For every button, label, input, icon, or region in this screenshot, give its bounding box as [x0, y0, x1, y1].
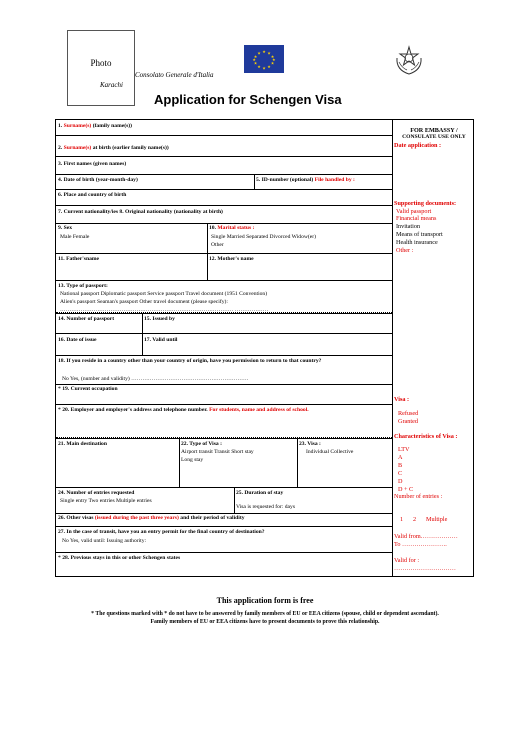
field-13-passport-type: 13. Type of passport:	[58, 283, 108, 289]
marital-options[interactable]: Single Married Separated Divorced Widow(er)	[211, 234, 316, 240]
svg-text:★: ★	[270, 60, 275, 66]
svg-text:★: ★	[253, 53, 258, 59]
entries-multiple[interactable]: Multiple	[426, 516, 448, 523]
field-23-visa: 23. Visa :	[299, 441, 321, 447]
char-a[interactable]: A	[398, 454, 403, 461]
photo-label: Photo	[90, 58, 112, 68]
field-22-visa-type: 22. Type of Visa :	[181, 441, 222, 447]
char-b[interactable]: B	[398, 462, 403, 469]
footnote-line-1: * The questions marked with * do not have to be answered by family members of EU or EEA citizens (spouse, child or dependent ascendant).	[91, 611, 439, 617]
char-d[interactable]: D	[398, 478, 403, 485]
field-4-date-of-birth: 4. Date of birth (year-month-day)	[58, 177, 138, 183]
char-dc[interactable]: D + C	[398, 486, 414, 493]
svg-text:★: ★	[252, 57, 256, 62]
valid-from-label: Valid from………………	[394, 533, 458, 540]
residence-answer[interactable]: No Yes, (number and validity) ………………………………………………………	[62, 376, 249, 382]
valid-for-label: Valid for :	[394, 557, 420, 564]
passport-types-line1[interactable]: National passport Diplomatic passport Service passport Travel document (1951 Convention)	[60, 291, 268, 297]
field-15-issued-by: 15. Issued by	[144, 316, 175, 322]
field-26-other-visas: 26. Other visas (issued during the past three years) and their period of validity	[58, 515, 245, 521]
field-14-passport-number: 14. Number of passport	[58, 316, 115, 322]
footnote	[55, 610, 475, 626]
consulate-name: Consolato Generale d'Italia	[135, 71, 214, 79]
passport-types-dots: ………………………………………………………………………………… ………………	[60, 307, 269, 313]
field-9-sex: 9. Sex	[58, 225, 72, 231]
svg-text:★: ★	[253, 60, 258, 66]
svg-text:★: ★	[267, 64, 271, 69]
embassy-header: FOR EMBASSY /	[410, 127, 458, 134]
invitation-option[interactable]: Invitation	[396, 223, 421, 230]
italian-emblem-icon	[394, 44, 424, 76]
transport-option[interactable]: Means of transport	[396, 231, 443, 238]
granted-option[interactable]: Granted	[398, 418, 418, 425]
field-12-mother-name: 12. Mother's name	[209, 256, 254, 262]
valid-passport-option[interactable]: Valid passport	[396, 208, 432, 215]
entries-office-label: Number of entries :	[394, 493, 443, 500]
entries-1[interactable]: 1	[400, 516, 404, 523]
visa-decision-label: Visa :	[394, 396, 410, 403]
marital-other[interactable]: Other	[211, 242, 224, 248]
field-19-occupation: * 19. Current occupation	[58, 386, 118, 392]
field-25-duration: 25. Duration of stay	[236, 490, 284, 496]
svg-text:★: ★	[270, 53, 275, 59]
field-6-place-of-birth: 6. Place and country of birth	[58, 192, 127, 198]
health-insurance-option[interactable]: Health insurance	[396, 239, 438, 246]
char-ltv[interactable]: LTV	[398, 446, 410, 453]
field-5-id-number: 5. ID-number (optional) File handled by :	[256, 177, 355, 183]
svg-text:★: ★	[267, 50, 271, 56]
city-label: Karachi	[100, 81, 123, 89]
field-2-surname-at-birth: 2. Surname(s) at birth (earlier family name(s))	[58, 145, 169, 151]
characteristics-label: Characteristics of Visa :	[394, 433, 458, 440]
field-21-main-destination: 21. Main destination	[58, 441, 107, 447]
duration-text[interactable]: Visa is requested for: days	[236, 504, 296, 510]
page-title: Application for Schengen Visa	[154, 92, 342, 107]
valid-for-dots: …………………………	[394, 565, 456, 572]
embassy-header-2: CONSULATE USE ONLY	[402, 134, 466, 140]
svg-text:★: ★	[257, 64, 261, 69]
field-27-transit: 27. In the case of transit, have you an entry permit for the final country of destination?	[58, 529, 265, 535]
field-7-8-nationality: 7. Current nationality/ies 8. Original nationality (nationality at birth)	[58, 209, 223, 215]
sex-options[interactable]: Male Female	[60, 234, 90, 240]
other-option[interactable]: Other :	[396, 247, 414, 254]
date-application-label: Date application :	[394, 142, 442, 149]
field-16-date-of-issue: 16. Date of issue	[58, 337, 97, 343]
free-form-notice: This application form is free	[216, 596, 314, 605]
refused-option[interactable]: Refused	[398, 410, 419, 417]
footnote-line-2: Family members of EU or EEA citizens have to present documents to prove this relationship.	[150, 619, 380, 625]
transit-answer[interactable]: No Yes, valid until: Issuing authority:	[62, 538, 147, 544]
application-form	[55, 119, 474, 577]
svg-text:★: ★	[257, 50, 261, 56]
svg-text:★: ★	[272, 57, 276, 62]
field-10-marital-status: 10. Marital status :	[209, 225, 255, 231]
visa-options[interactable]: Individual Collective	[306, 449, 354, 455]
field-24-entries: 24. Number of entries requested	[58, 490, 135, 496]
visa-type-options[interactable]: Airport transit Transit Short stay	[181, 449, 254, 455]
supporting-documents-label: Supporting documents:	[394, 200, 457, 207]
field-3-first-names: 3. First names (given names)	[58, 161, 127, 167]
entries-options[interactable]: Single entry Two entries Multiple entries	[60, 498, 152, 504]
eu-flag-icon	[244, 45, 284, 73]
passport-types-line2[interactable]: Alien's passport Seaman's passport Other travel document (please specify):	[60, 299, 228, 305]
photo-box	[67, 30, 135, 106]
svg-text:★: ★	[262, 49, 266, 54]
field-17-valid-until: 17. Valid until	[144, 337, 178, 343]
entries-2[interactable]: 2	[413, 516, 417, 523]
field-18-residence-permit: 18. If you reside in a country other than your country of origin, have you permission to return to that country?	[58, 358, 322, 364]
visa-type-long-stay[interactable]: Long stay	[181, 457, 204, 463]
field-20-employer: * 20. Employer and employer's address and telephone number. For students, name and address of school.	[58, 407, 309, 413]
field-28-previous-stays: * 28. Previous stays in this or other Schengen states	[58, 555, 181, 561]
field-11-father-name: 11. Father'sname	[58, 256, 100, 262]
field-1-surname: 1. Surname(s) (family name(s))	[58, 123, 132, 129]
valid-to-label: To ………………….	[394, 541, 447, 548]
financial-means-option[interactable]: Financial means	[396, 215, 437, 222]
char-c[interactable]: C	[398, 470, 403, 477]
svg-text:★: ★	[262, 65, 266, 71]
